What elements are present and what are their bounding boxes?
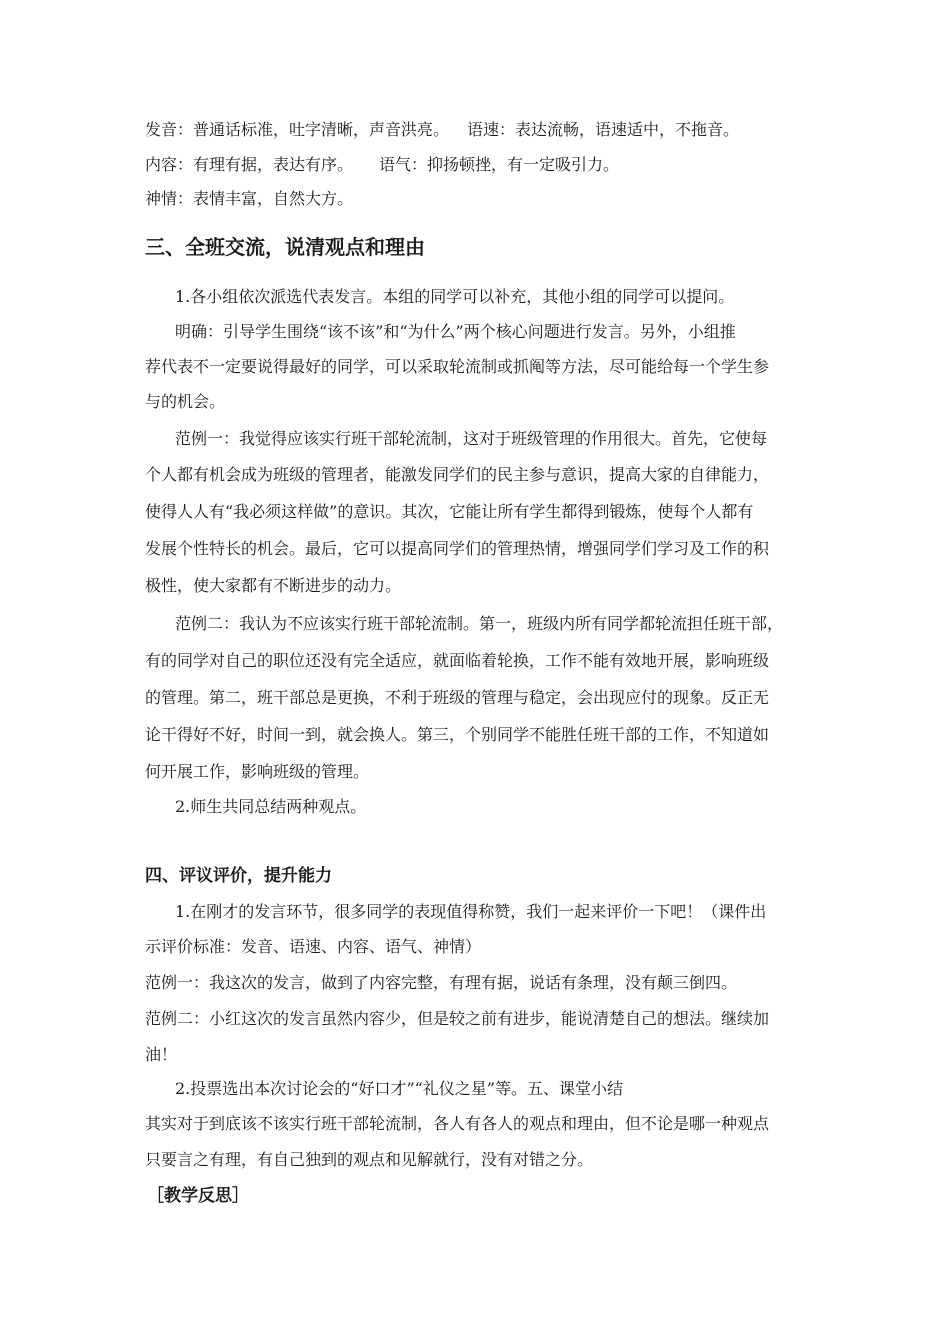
teaching-reflection-heading: ［教学反思］ xyxy=(147,1186,249,1206)
section3-line: 范例二：我认为不应该实行班干部轮流制。第一，班级内所有同学都轮流担任班干部， xyxy=(175,614,784,633)
section4-line: 油！ xyxy=(145,1045,178,1064)
section3-line: 2.师生共同总结两种观点。 xyxy=(175,797,367,816)
criteria-expression: 神情：表情丰富，自然大方。 xyxy=(145,189,354,208)
section3-line: 明确：引导学生围绕“该不该”和“为什么”两个核心问题进行发言。另外，小组推 xyxy=(175,322,736,341)
section4-line: 2.投票选出本次讨论会的“好口才”“礼仪之星”等。五、课堂小结 xyxy=(175,1079,623,1098)
criteria-pronunciation: 发音：普通话标准，吐字清晰，声音洪亮。 xyxy=(145,120,450,139)
section3-line: 有的同学对自己的职位还没有完全适应，就面临着轮换，工作不能有效地开展，影响班级 xyxy=(145,651,770,670)
section3-line: 的管理。第二，班干部总是更换，不利于班级的管理与稳定，会出现应付的现象。反正无 xyxy=(145,688,770,707)
section3-line: 与的机会。 xyxy=(145,392,226,411)
section4-line: 示评价标准：发音、语速、内容、语气、神情） xyxy=(145,937,482,956)
criteria-row-2 xyxy=(145,155,825,175)
section3-line: 荐代表不一定要说得最好的同学，可以采取轮流制或抓阄等方法，尽可能给每一个学生参 xyxy=(145,357,770,376)
section4-heading: 四、评议评价，提升能力 xyxy=(145,866,332,886)
criteria-row-1 xyxy=(145,120,825,140)
section3-line: 个人都有机会成为班级的管理者，能激发同学们的民主参与意识，提高大家的自律能力， xyxy=(145,465,770,484)
section3-line: 极性，使大家都有不断进步的动力。 xyxy=(145,576,402,595)
section3-heading: 三、全班交流，说清观点和理由 xyxy=(145,235,425,259)
section3-line: 1.各小组依次派选代表发言。本组的同学可以补充，其他小组的同学可以提问。 xyxy=(175,287,735,306)
section3-line: 范例一：我觉得应该实行班干部轮流制，这对于班级管理的作用很大。首先，它使每 xyxy=(175,429,768,448)
criteria-tone: 语气：抑扬顿挫，有一定吸引力。 xyxy=(379,155,620,174)
section4-line: 其实对于到底该不该实行班干部轮流制，各人有各人的观点和理由，但不论是哪一种观点 xyxy=(145,1114,770,1133)
section4-line: 只要言之有理，有自己独到的观点和见解就行，没有对错之分。 xyxy=(145,1150,594,1169)
section3-line: 发展个性特长的机会。最后，它可以提高同学们的管理热情，增强同学们学习及工作的积 xyxy=(145,539,770,558)
section4-line: 范例一：我这次的发言，做到了内容完整，有理有据，说话有条理，没有颠三倒四。 xyxy=(145,973,738,992)
section4-line: 范例二：小红这次的发言虽然内容少，但是较之前有进步，能说清楚自己的想法。继续加 xyxy=(145,1009,770,1028)
criteria-speed: 语速：表达流畅，语速适中，不拖音。 xyxy=(467,120,740,139)
criteria-content: 内容：有理有据，表达有序。 xyxy=(145,155,354,174)
section3-line: 论干得好不好，时间一到，就会换人。第三，个别同学不能胜任班干部的工作，不知道如 xyxy=(145,725,770,744)
section4-line: 1.在刚才的发言环节，很多同学的表现值得称赞，我们一起来评价一下吧！（课件出 xyxy=(175,902,767,921)
section3-line: 使得人人有“我必须这样做”的意识。其次，它能让所有学生都得到锻炼，使每个人都有 xyxy=(145,502,754,521)
section3-line: 何开展工作，影响班级的管理。 xyxy=(145,762,370,781)
